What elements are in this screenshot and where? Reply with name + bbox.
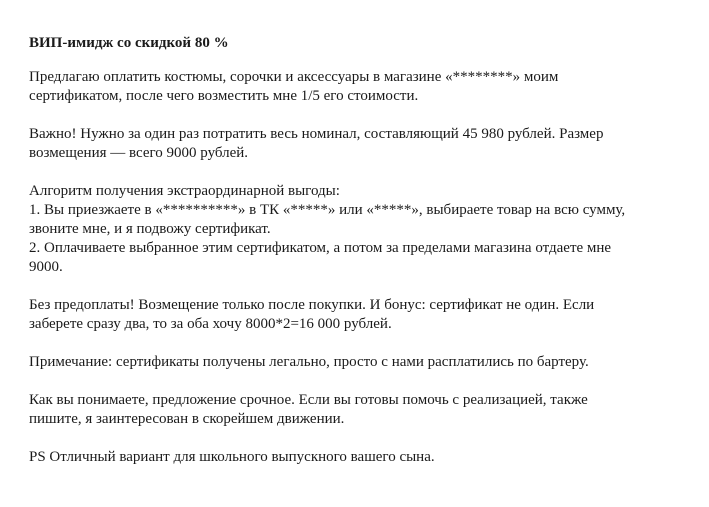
text-line: Алгоритм получения экстраординарной выгоды: xyxy=(29,183,340,199)
paragraph-no-prepayment xyxy=(29,296,699,334)
paragraph-note xyxy=(29,353,699,372)
paragraph-algorithm xyxy=(29,182,699,277)
text-line: 9000. xyxy=(29,259,63,275)
text-line: Предлагаю оплатить костюмы, сорочки и аксессуары в магазине «********» моим xyxy=(29,69,559,85)
text-line: пишите, я заинтересован в скорейшем движении. xyxy=(29,411,345,427)
text-line: звоните мне, и я подвожу сертификат. xyxy=(29,221,271,237)
paragraph-urgent xyxy=(29,391,699,429)
paragraph-important xyxy=(29,125,699,163)
text-line: Примечание: сертификаты получены легально, просто с нами расплатились по бартеру. xyxy=(29,354,589,370)
text-line: 1. Вы приезжаете в «**********» в ТК «*****» или «*****», выбираете товар на всю сумму, xyxy=(29,202,626,218)
text-line: сертификатом, после чего возместить мне 1/5 его стоимости. xyxy=(29,88,419,104)
text-line: Важно! Нужно за один раз потратить весь номинал, составляющий 45 980 рублей. Размер xyxy=(29,126,604,142)
paragraph-ps xyxy=(29,448,699,467)
text-line: 2. Оплачиваете выбранное этим сертификатом, а потом за пределами магазина отдаете мне xyxy=(29,240,612,256)
text-line: Как вы понимаете, предложение срочное. Если вы готовы помочь с реализацией, также xyxy=(29,392,588,408)
text-line: PS Отличный вариант для школьного выпускного вашего сына. xyxy=(29,449,435,465)
text-line: Без предоплаты! Возмещение только после покупки. И бонус: сертификат не один. Если xyxy=(29,297,595,313)
text-line: возмещения — всего 9000 рублей. xyxy=(29,145,249,161)
paragraph-offer xyxy=(29,68,699,106)
document xyxy=(29,34,699,486)
document-title: ВИП-имидж со скидкой 80 % xyxy=(29,35,229,51)
text-line: заберете сразу два, то за оба хочу 8000*2=16 000 рублей. xyxy=(29,316,392,332)
